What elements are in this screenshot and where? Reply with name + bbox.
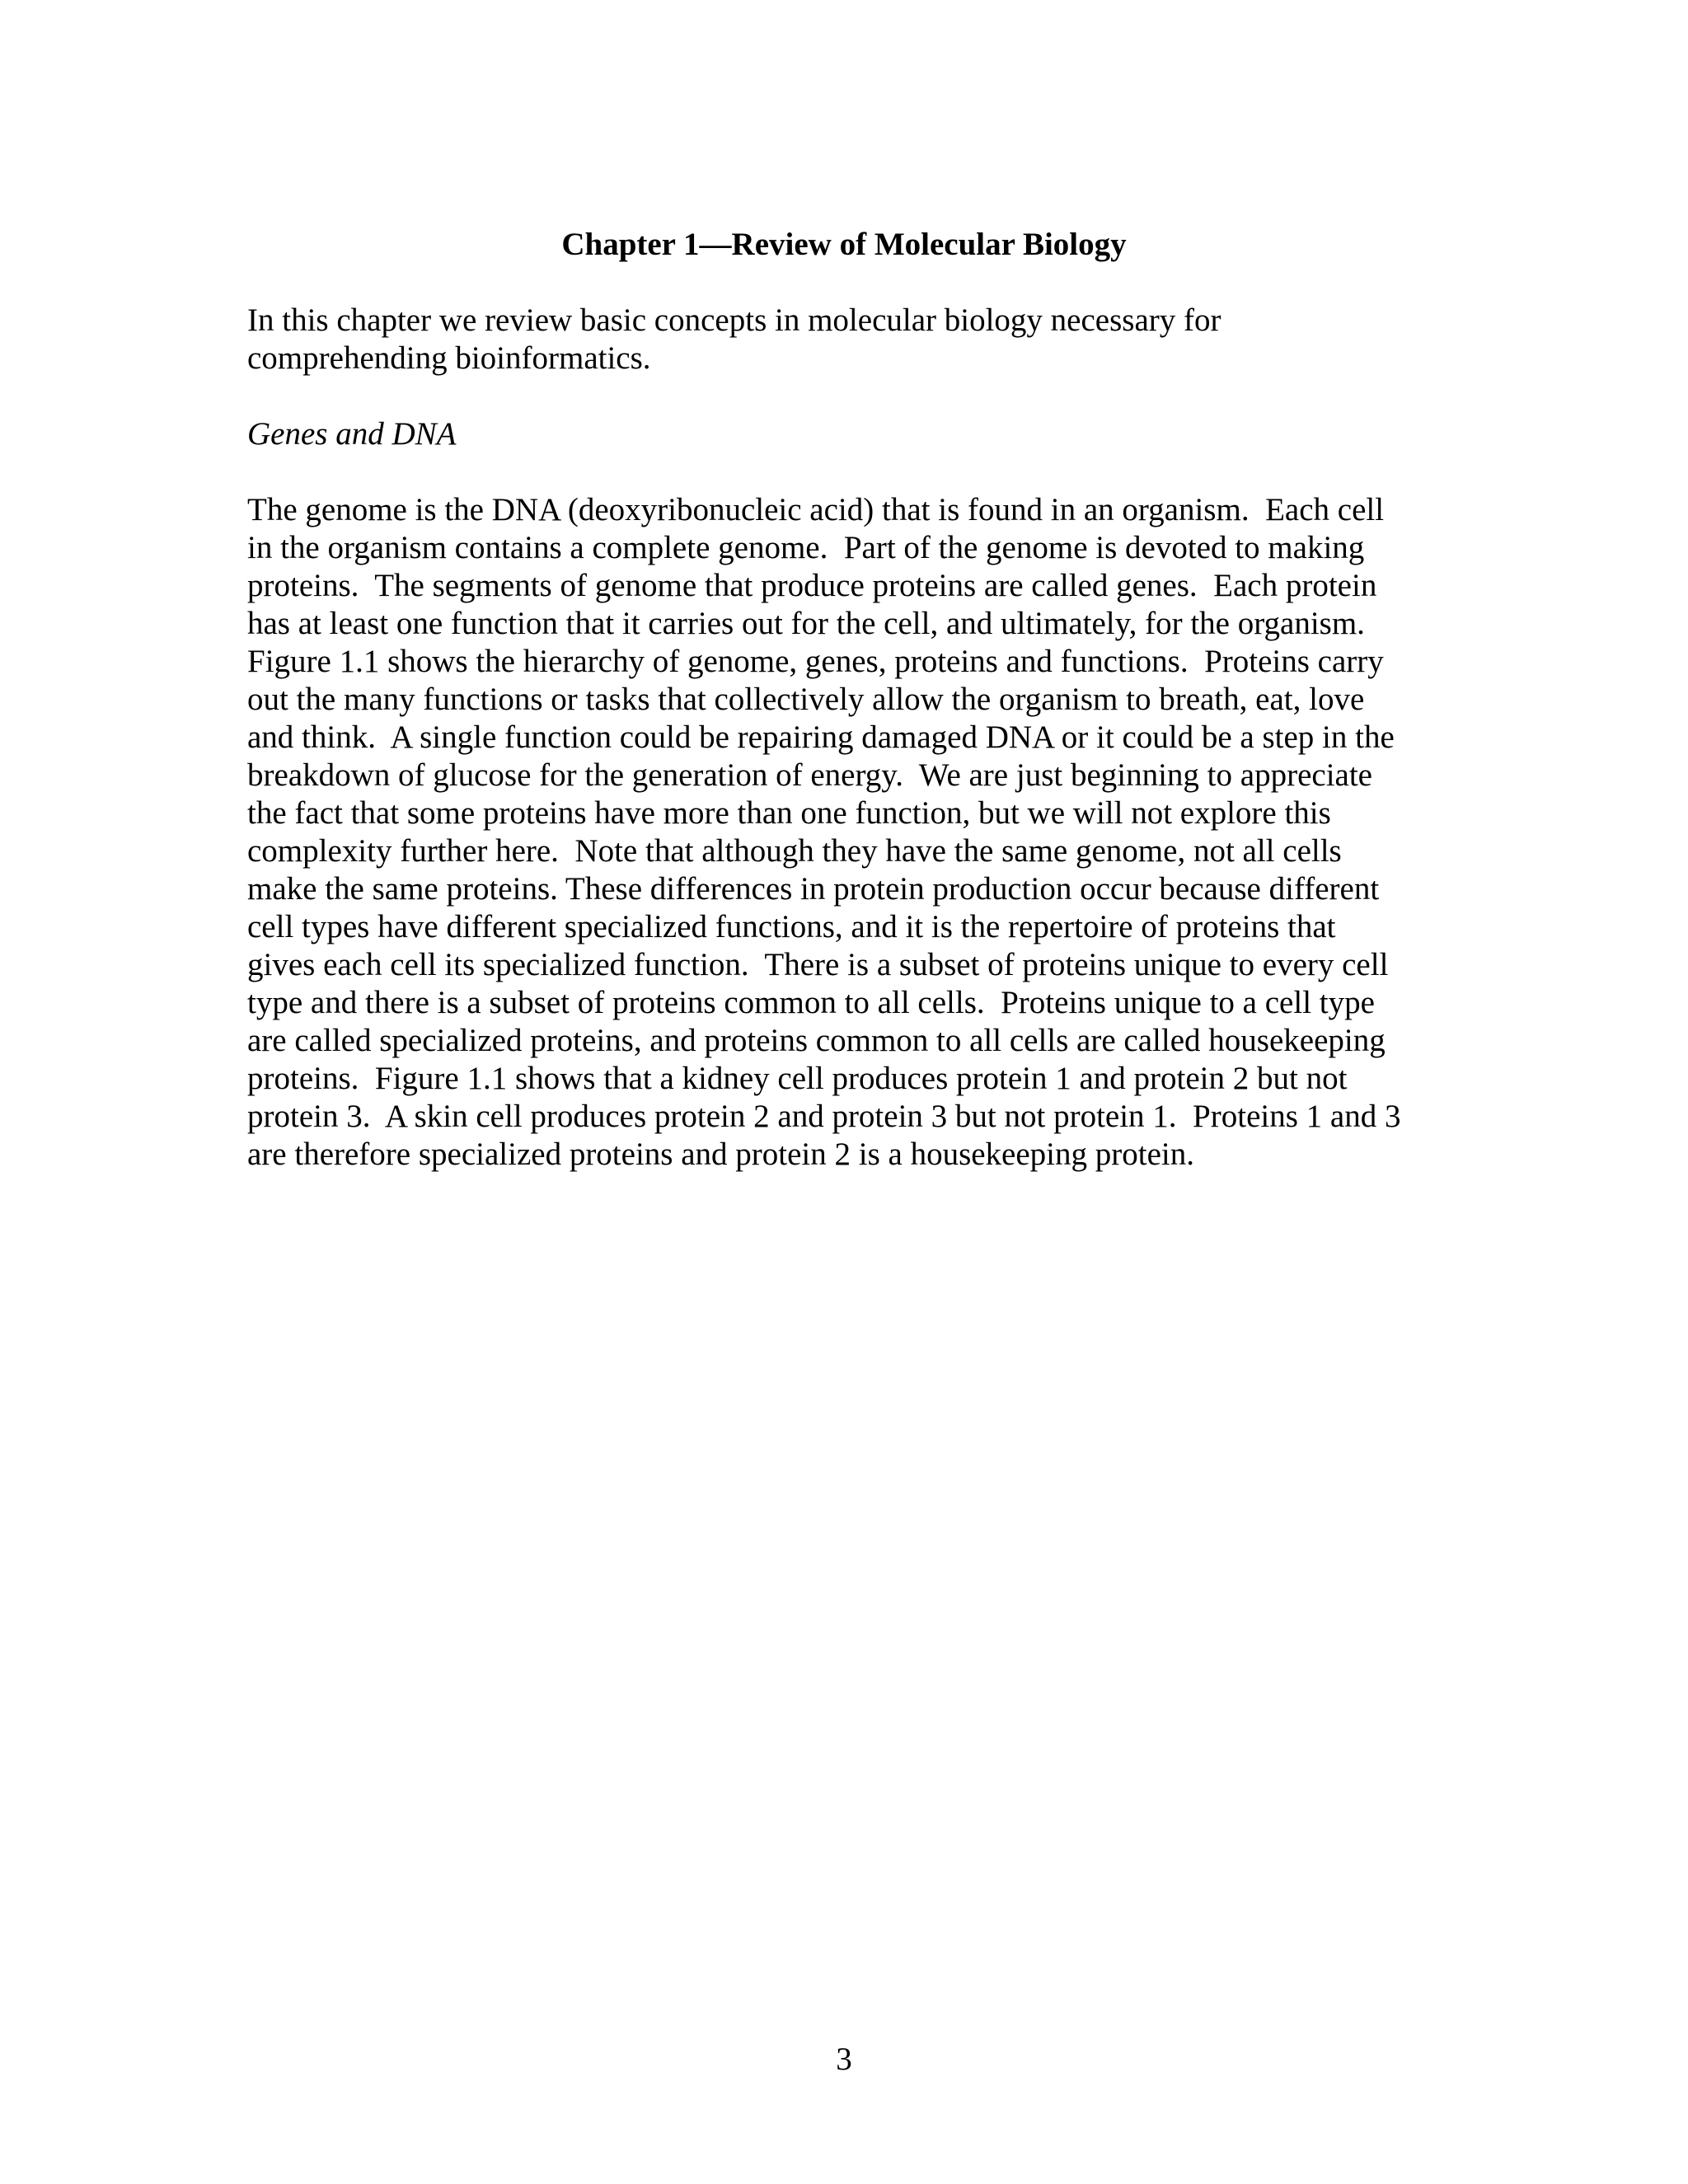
- body-line: type and there is a subset of proteins common to all cells. Proteins unique to a cell type: [247, 985, 1375, 1020]
- body-line: Figure 1.1 shows the hierarchy of genome, genes, proteins and functions. Proteins carry: [247, 644, 1384, 679]
- body-line: gives each cell its specialized function. There is a subset of proteins unique to every cell: [247, 947, 1389, 982]
- body-line: proteins. The segments of genome that produce proteins are called genes. Each protein: [247, 568, 1377, 603]
- intro-line: comprehending bioinformatics.: [247, 340, 651, 376]
- body-line: in the organism contains a complete genome. Part of the genome is devoted to making: [247, 530, 1365, 565]
- page-number: 3: [836, 2041, 852, 2077]
- section-heading: Genes and DNA: [247, 416, 457, 452]
- body-line: protein 3. A skin cell produces protein 2 and protein 3 but not protein 1. Proteins 1 and 3: [247, 1099, 1401, 1134]
- body-line: are therefore specialized proteins and protein 2 is a housekeeping protein.: [247, 1137, 1194, 1172]
- body-line: cell types have different specialized functions, and it is the repertoire of proteins that: [247, 909, 1336, 944]
- body-line: has at least one function that it carries out for the cell, and ultimately, for the organism.: [247, 606, 1365, 641]
- body-line: The genome is the DNA (deoxyribonucleic acid) that is found in an organism. Each cell: [247, 492, 1385, 527]
- body-line: breakdown of glucose for the generation of energy. We are just beginning to appreciate: [247, 757, 1372, 793]
- body-line: and think. A single function could be repairing damaged DNA or it could be a step in the: [247, 719, 1395, 755]
- intro-line: In this chapter we review basic concepts in molecular biology necessary for: [247, 302, 1221, 338]
- body-line: are called specialized proteins, and proteins common to all cells are called housekeeping: [247, 1023, 1386, 1058]
- body-line: out the many functions or tasks that collectively allow the organism to breath, eat, love: [247, 682, 1365, 717]
- intro-paragraph: [247, 302, 1221, 377]
- body-line: make the same proteins. These differences in protein production occur because different: [247, 871, 1380, 907]
- body-line: complexity further here. Note that although they have the same genome, not all cells: [247, 833, 1342, 869]
- body-paragraph: [247, 491, 1400, 1174]
- body-line: the fact that some proteins have more than one function, but we will not explore this: [247, 795, 1331, 831]
- body-line: proteins. Figure 1.1 shows that a kidney cell produces protein 1 and protein 2 but not: [247, 1061, 1348, 1096]
- chapter-title: Chapter 1—Review of Molecular Biology: [561, 227, 1127, 262]
